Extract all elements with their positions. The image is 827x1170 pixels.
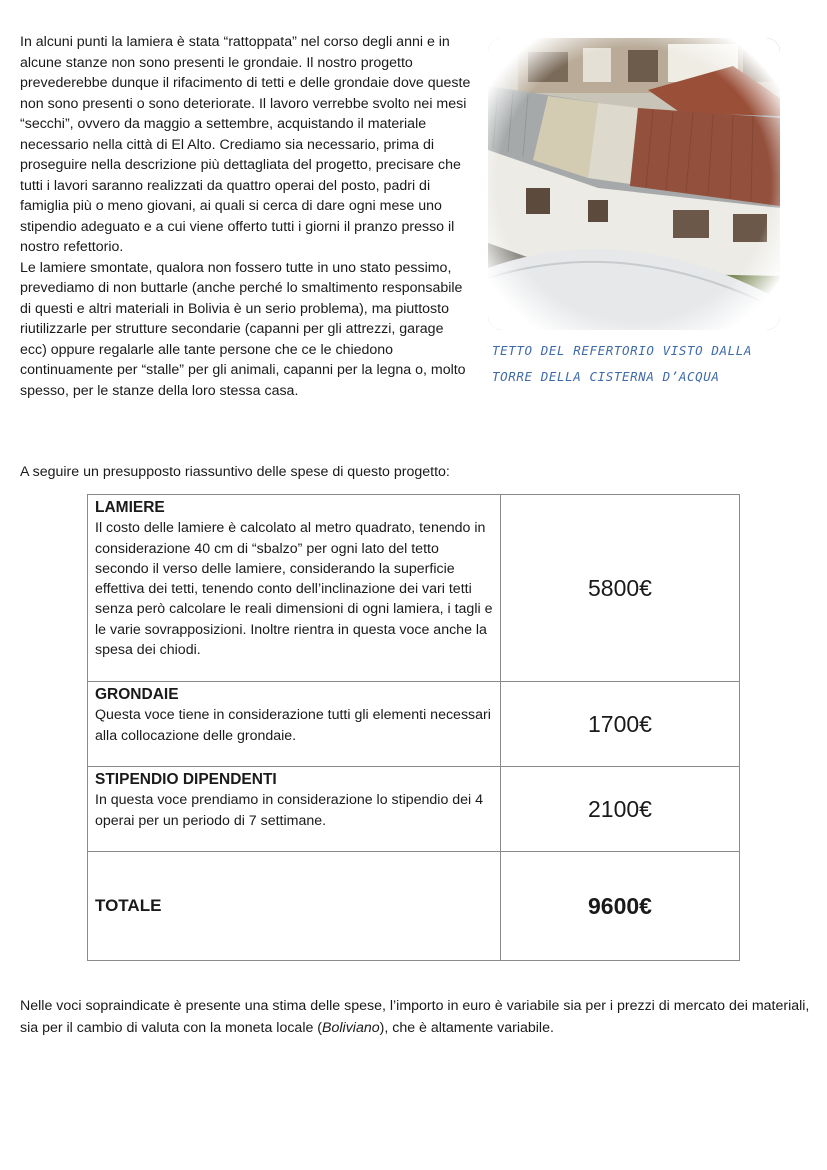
closing-text-start: Nelle voci sopraindicate è presente una stima delle spese, l’importo in euro è variabile sia per i prezzi di mercato dei materiali, sia per il cambio di valuta con la moneta locale (	[20, 998, 810, 1036]
cost-amount: 2100€	[501, 767, 740, 852]
cost-item-title: GRONDAIE	[95, 686, 179, 703]
photo-caption-line-2: TORRE DELLA CISTERNA D’ACQUA	[492, 369, 720, 384]
closing-text-end: ), che è altamente variabile.	[379, 1019, 554, 1036]
cost-amount: 5800€	[501, 495, 740, 682]
intro-paragraph-1: In alcuni punti la lamiera è stata “rattoppata” nel corso degli anni e in alcune stanze non sono presenti le grondaie. Il nostro progetto prevederebbe dunque il rifacimento di tetti e delle grondaie dove queste non sono presenti o sono deteriorate. Il lavoro verrebbe svolto nei mesi “secchi”, ovvero da maggio a settembre, acquistando il materiale necessario nella città di El Alto. Crediamo sia necessario, prima di proseguire nella descrizione più dettagliata del progetto, precisare che tutti i lavori saranno realizzati da quattro operai del posto, padri di famiglia più o meno giovani, ai quali si cerca di dare ogni mese uno stipendio adeguato e a cui viene offerto tutti i giorni il pranzo presso il nostro refettorio.	[20, 34, 471, 255]
cost-item-description: Questa voce tiene in considerazione tutti gli elementi necessari alla collocazione delle grondaie.	[95, 707, 491, 744]
cost-item-title: LAMIERE	[95, 499, 165, 516]
refectory-roof-photo	[488, 38, 780, 330]
total-label-cell	[88, 852, 501, 961]
cost-item-description: Il costo delle lamiere è calcolato al metro quadrato, tenendo in considerazione 40 cm di “sbalzo” per ogni lato del tetto secondo il verso delle lamiere, considerando la superficie effettiva dei tetti, tenendo conto dell’inclinazione dei vari tetti senza però calcolare le reali dimensioni di ogni lamiera, i tagli e le varie sovrapposizioni. Inoltre rientra in questa voce anche la spesa dei chiodi.	[95, 520, 493, 659]
closing-paragraph	[20, 996, 810, 1039]
cost-table	[87, 494, 740, 961]
currency-name: Boliviano	[322, 1019, 380, 1036]
total-amount: 9600€	[501, 852, 740, 961]
cost-item-cell	[88, 495, 501, 682]
table-row	[88, 682, 740, 767]
table-row	[88, 495, 740, 682]
cost-item-description: In questa voce prendiamo in considerazione lo stipendio dei 4 operai per un periodo di 7 settimane.	[95, 792, 484, 829]
table-row	[88, 767, 740, 852]
intro-paragraph-2: Le lamiere smontate, qualora non fossero tutte in uno stato pessimo, prevediamo di non buttarle (anche perché lo smaltimento responsabile di questi e altri materiali in Bolivia è un serio problema), ma piuttosto riutilizzarle per strutture secondarie (capanni per gli attrezzi, garage ecc) oppure regalarle alle tante persone che ce le chiedono continuamente per “stalle” per gli animali, capanni per la legna o, molto spesso, per le stanze della loro stessa casa.	[20, 259, 466, 399]
total-label: TOTALE	[95, 896, 162, 916]
photo-caption	[492, 338, 802, 390]
intro-text	[20, 32, 472, 401]
photo-caption-line-1: TETTO DEL REFERTORIO VISTO DALLA	[492, 343, 753, 358]
cost-item-cell	[88, 682, 501, 767]
total-row	[88, 852, 740, 961]
table-intro: A seguire un presupposto riassuntivo delle spese di questo progetto:	[20, 464, 450, 480]
cost-item-title: STIPENDIO DIPENDENTI	[95, 771, 277, 788]
cost-amount: 1700€	[501, 682, 740, 767]
cost-item-cell	[88, 767, 501, 852]
